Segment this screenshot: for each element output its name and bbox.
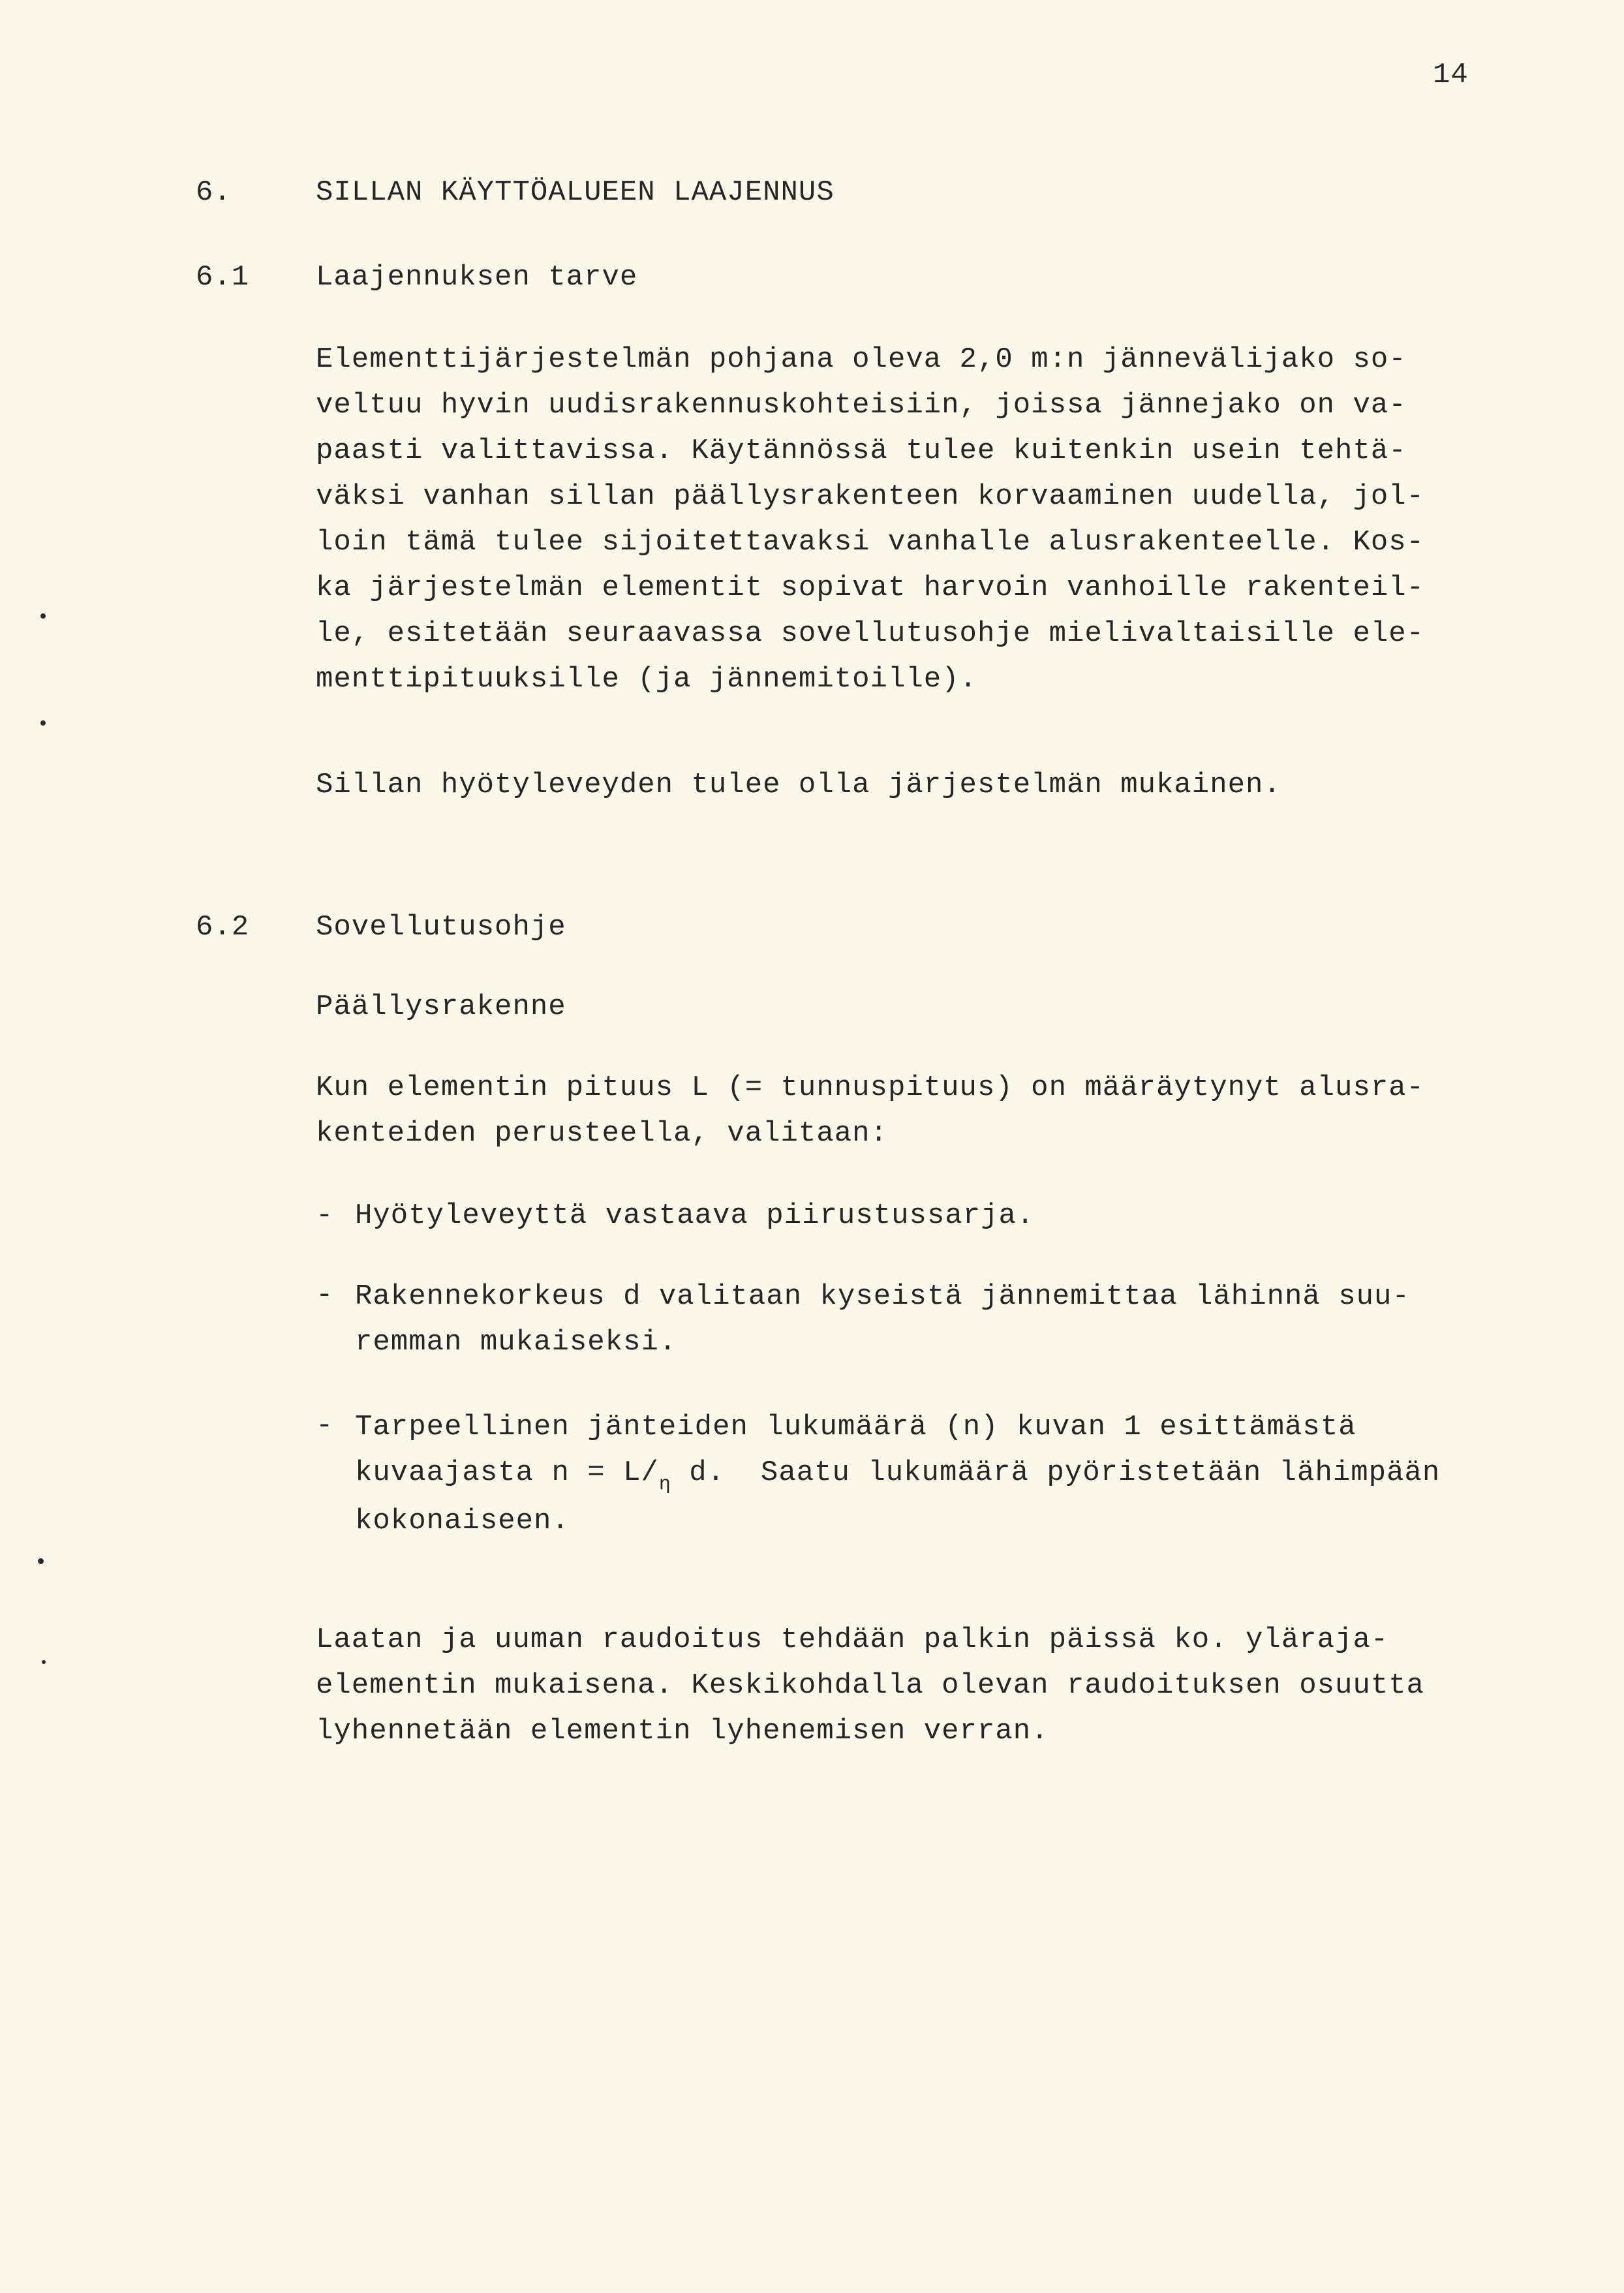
section-number: 6.: [196, 176, 232, 209]
paragraph-line: menttipituuksille (ja jännemitoille).: [316, 663, 977, 696]
paragraph-line: lyhennetään elementin lyhenemisen verran.: [316, 1715, 1049, 1747]
paragraph-line: Kun elementin pituus L (= tunnuspituus) on määräytynyt alusra-: [316, 1071, 1425, 1104]
subsection-title-6-2: Sovellutusohje: [316, 911, 566, 944]
paragraph-line: le, esitetään seuraavassa sovellutusohje mielivaltaisille ele-: [316, 617, 1425, 650]
formula-text-after: d. Saatu lukumäärä pyöristetään lähimpään: [671, 1456, 1441, 1489]
bullet-line: kokonaiseen.: [355, 1505, 570, 1537]
bullet-line: remman mukaiseksi.: [355, 1326, 677, 1359]
paragraph-line: ka järjestelmän elementit sopivat harvoin vanhoille rakenteil-: [316, 572, 1425, 604]
paragraph-line: Elementtijärjestelmän pohjana oleva 2,0 m:n jännevälijako so-: [316, 343, 1407, 376]
subheading-paallysrakenne: Päällysrakenne: [316, 991, 566, 1023]
bullet-item-1: Hyötyleveyttä vastaava piirustussarja.: [355, 1199, 1035, 1232]
bullet-item-2: [355, 1274, 1608, 1365]
paragraph-line: elementin mukaisena. Keskikohdalla olevan raudoituksen osuutta: [316, 1669, 1425, 1702]
formula-text-before: kuvaajasta n = L/: [355, 1456, 659, 1489]
scan-speck: [42, 1660, 46, 1664]
bullet-dash: -: [316, 1199, 334, 1232]
bullet-line-formula: [355, 1450, 1608, 1498]
paragraph-line: väksi vanhan sillan päällysrakenteen korvaaminen uudella, jol-: [316, 480, 1425, 513]
scan-speck: [38, 1558, 44, 1564]
paragraph-hyotyleveys: Sillan hyötyleveyden tulee olla järjestelmän mukainen.: [316, 769, 1281, 801]
paragraph-intro: [316, 1065, 1569, 1156]
paragraph-line: loin tämä tulee sijoitettavaksi vanhalle alusrakenteelle. Kos-: [316, 526, 1425, 559]
subsection-number-6-1: 6.1: [196, 261, 250, 294]
paragraph-line: paasti valittavissa. Käytännössä tulee kuitenkin usein tehtä-: [316, 435, 1407, 467]
bullet-line: Rakennekorkeus d valitaan kyseistä jännemittaa lähinnä suu-: [355, 1280, 1410, 1313]
paragraph-raudoitus: [316, 1617, 1569, 1754]
bullet-line: Tarpeellinen jänteiden lukumäärä (n) kuvan 1 esittämästä: [355, 1411, 1356, 1443]
eta-subscript: η: [658, 1473, 671, 1496]
subsection-number-6-2: 6.2: [196, 911, 250, 944]
bullet-item-3: [355, 1404, 1608, 1544]
paragraph-laajennuksen-tarve: [316, 337, 1569, 702]
scan-speck: [40, 720, 46, 726]
section-title: SILLAN KÄYTTÖALUEEN LAAJENNUS: [316, 176, 835, 209]
paragraph-line: kenteiden perusteella, valitaan:: [316, 1117, 888, 1150]
page-number: 14: [1433, 59, 1469, 91]
bullet-dash: -: [316, 1409, 334, 1442]
scan-speck: [40, 613, 46, 619]
paragraph-line: Laatan ja uuman raudoitus tehdään palkin päissä ko. yläraja-: [316, 1624, 1389, 1656]
bullet-dash: -: [316, 1279, 334, 1312]
paragraph-line: veltuu hyvin uudisrakennuskohteisiin, joissa jännejako on va-: [316, 389, 1407, 422]
subsection-title-6-1: Laajennuksen tarve: [316, 261, 638, 294]
